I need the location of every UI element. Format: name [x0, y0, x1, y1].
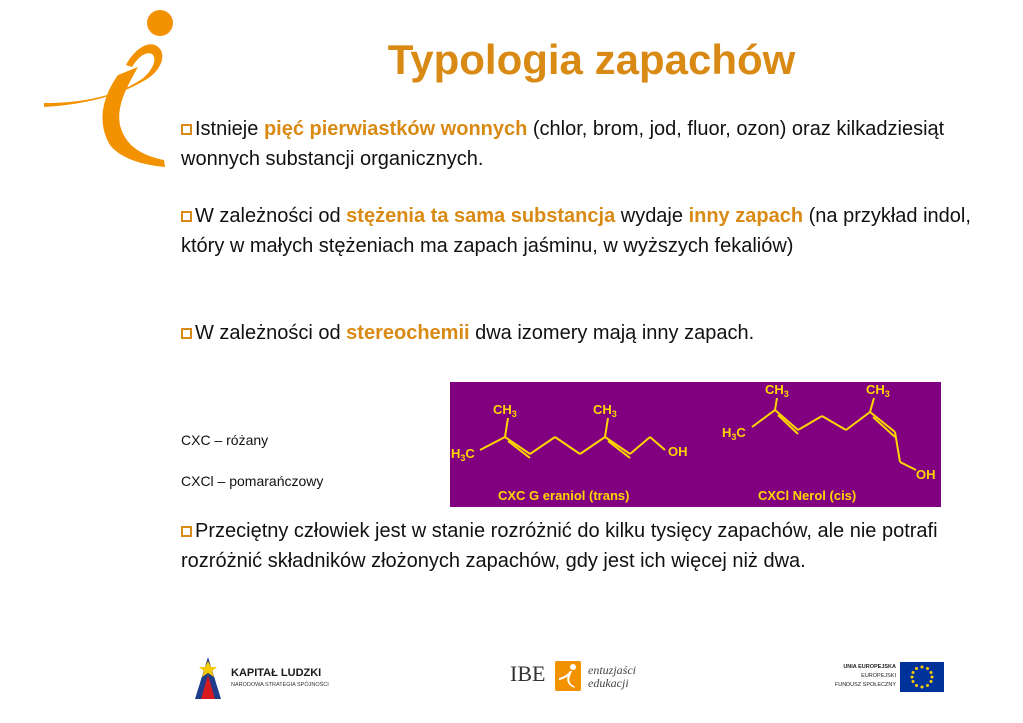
- checkbox-bullet-icon: [181, 526, 192, 537]
- kl-subtitle: NARODOWA STRATEGIA SPÓJNOŚCI: [231, 682, 329, 688]
- bullet-elements: [181, 114, 996, 174]
- eu-line-3: FUNDUSZ SPOŁECZNY: [834, 682, 896, 688]
- geraniol-caption: CXC G eraniol (trans): [498, 488, 630, 503]
- highlight-text: pięć pierwiastków wonnych: [263, 118, 528, 140]
- kl-title: KAPITAŁ LUDZKI: [231, 667, 322, 679]
- svg-text:CH3: $CH_3$: [593, 402, 617, 419]
- isomer-structures: [450, 382, 941, 507]
- kapital-ludzki-icon: [193, 655, 223, 700]
- bullet-text: Istnieje: [195, 118, 264, 140]
- nerol-labels: [722, 382, 936, 482]
- bullet-text: wydaje: [615, 205, 689, 227]
- checkbox-bullet-icon: [181, 211, 192, 222]
- ibe-figure-logo: [40, 5, 175, 170]
- svg-text:H3C: $H_3C$: [451, 446, 475, 463]
- bullet-text: dwa izomery mają inny zapach.: [469, 322, 755, 344]
- ibe-orange-icon: [555, 661, 581, 691]
- isomer-diagram: [450, 382, 941, 507]
- ibe-tagline-1: entuzjaści: [588, 663, 636, 677]
- bullet-text: W zależności od: [195, 205, 347, 227]
- note-cxc: CXC – różany: [181, 432, 269, 448]
- page-title: Typologia zapachów: [387, 36, 796, 83]
- bullet-text: (na przykład indol, który w małych stężeniach ma zapach jaśminu, w wyższych fekaliów): [181, 205, 971, 257]
- checkbox-bullet-icon: [181, 124, 192, 135]
- svg-text:H3C: $H_3C$: [722, 425, 746, 442]
- nerol-bonds: [752, 398, 916, 470]
- svg-text:OH: OH: [668, 444, 688, 459]
- bullet-human-perception: [181, 516, 996, 576]
- eu-line-2: EUROPEJSKI: [861, 673, 896, 679]
- highlight-text: stężenia ta sama substancja: [346, 205, 616, 227]
- eu-line-1: UNIA EUROPEJSKA: [843, 664, 896, 670]
- checkbox-bullet-icon: [181, 328, 192, 339]
- highlight-text: inny zapach: [688, 205, 804, 227]
- geraniol-labels: [451, 402, 688, 463]
- bullet-text: (chlor, brom, jod, fluor, ozon) oraz kilkadziesiąt wonnych substancji organicznych.: [181, 118, 945, 170]
- bullet-stereochemistry: [181, 318, 996, 348]
- svg-text:CH3: $CH_3$: [765, 382, 789, 399]
- highlight-text: stereochemii: [346, 322, 470, 344]
- svg-text:CH3: $CH_3$: [493, 402, 517, 419]
- ibe-tagline-2: edukacji: [588, 676, 629, 690]
- bullet-text: W zależności od: [195, 322, 347, 344]
- note-cxcl: CXCl – pomarańczowy: [181, 473, 324, 489]
- eu-flag-icon: [900, 662, 944, 692]
- bullet-concentration: [181, 201, 996, 261]
- bullet-text: Przeciętny człowiek jest w stanie rozróżnić do kilku tysięcy zapachów, ale nie potrafi rozróżnić składników złożonych zapachów, gdy jest ich więcej niż dwa.: [181, 520, 938, 572]
- nerol-caption: CXCl Nerol (cis): [758, 488, 857, 503]
- svg-text:CH3: $CH_3$: [866, 382, 890, 399]
- svg-text:OH: OH: [916, 467, 936, 482]
- ibe-text: IBE: [510, 661, 546, 686]
- geraniol-bonds: [480, 418, 665, 458]
